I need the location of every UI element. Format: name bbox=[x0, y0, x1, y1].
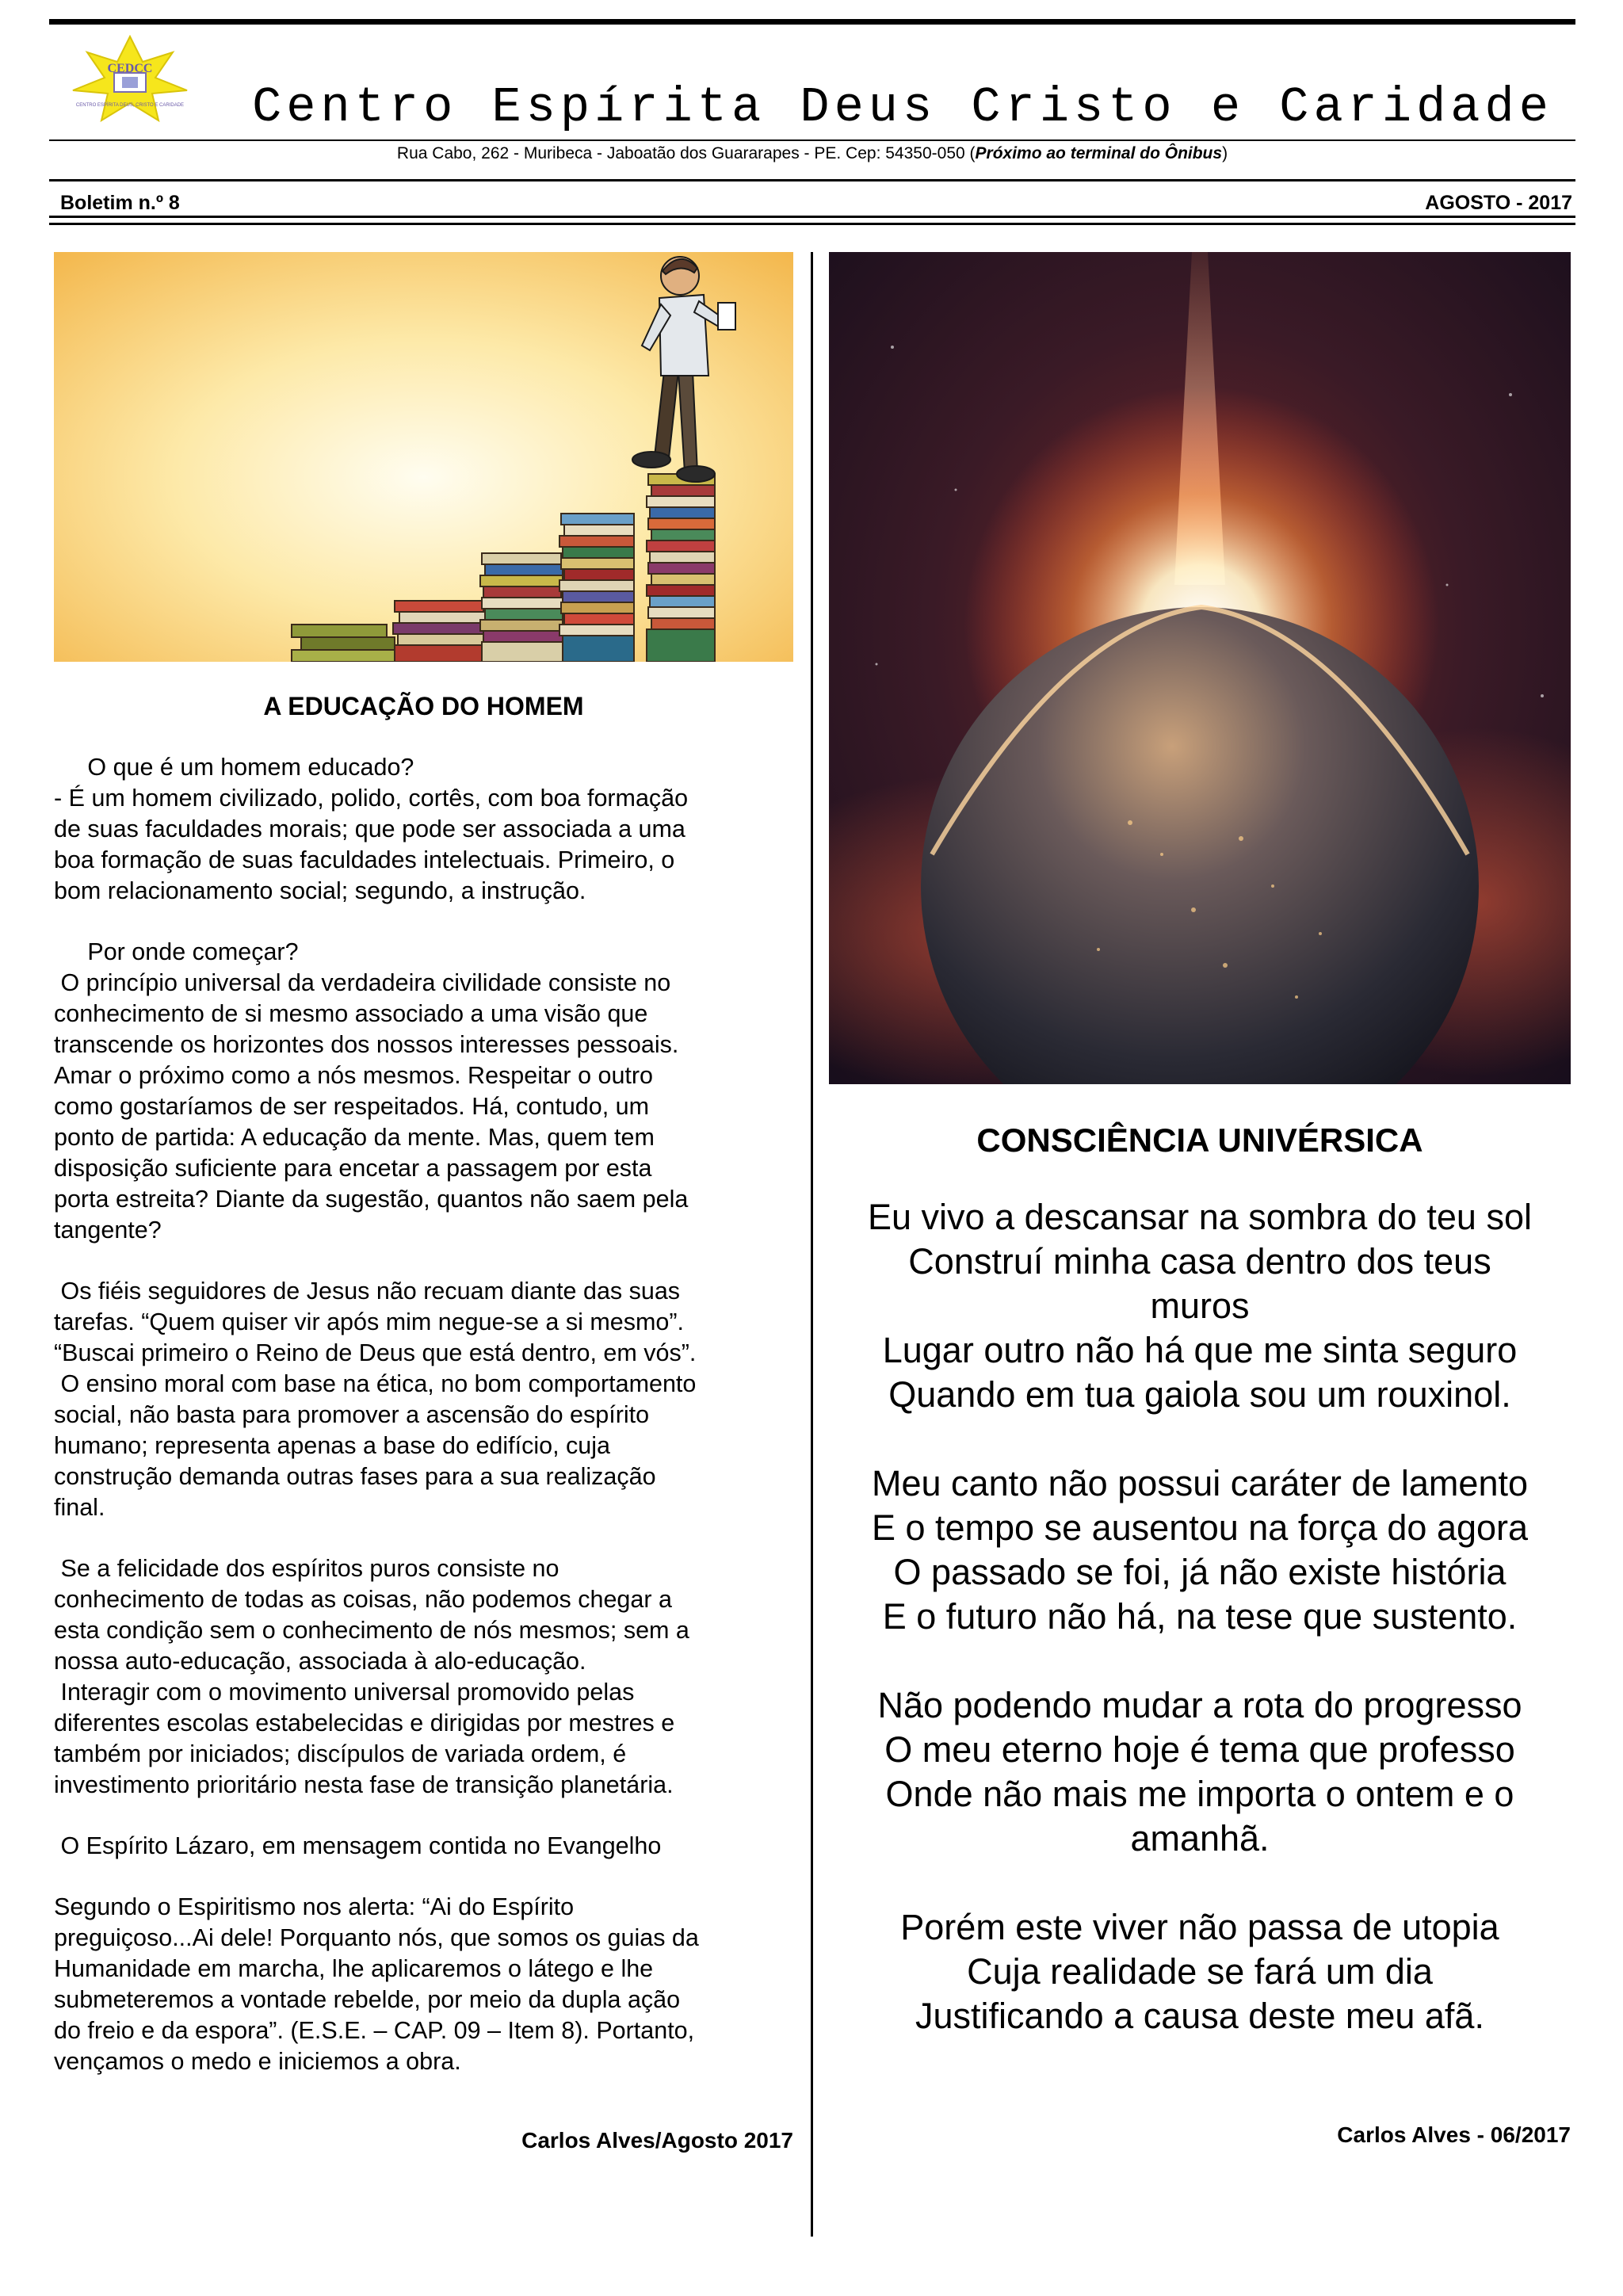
poem-line: E o tempo se ausentou na força do agora bbox=[871, 1507, 1529, 1548]
article-line: Humanidade em marcha, lhe aplicaremos o látego e lhe bbox=[54, 1955, 654, 1982]
issue-date: AGOSTO - 2017 bbox=[1425, 192, 1572, 214]
poem-line: Construí minha casa dentro dos teus bbox=[908, 1241, 1491, 1282]
poem-line: Quando em tua gaiola sou um rouxinol. bbox=[888, 1374, 1511, 1415]
stanza-gap bbox=[829, 1639, 1571, 1683]
article-line: vençamos o medo e iniciemos a obra. bbox=[54, 2048, 461, 2075]
article-title: A EDUCAÇÃO DO HOMEM bbox=[263, 692, 584, 720]
bulletin-number: Boletim n.º 8 bbox=[60, 192, 180, 214]
poem-line: O passado se foi, já não existe história bbox=[893, 1552, 1507, 1592]
organization-title: Centro Espírita Deus Cristo e Caridade bbox=[252, 79, 1553, 136]
article-line: Interagir com o movimento universal promovido pelas bbox=[54, 1679, 635, 1706]
poem-line: amanhã. bbox=[1130, 1818, 1270, 1859]
poem-line: Porém este viver não passa de utopia bbox=[900, 1907, 1499, 1947]
article-line: preguiçoso...Ai dele! Porquanto nós, que somos os guias da bbox=[54, 1924, 699, 1951]
article-line: construção demanda outras fases para a sua realização bbox=[54, 1463, 656, 1490]
address-line bbox=[49, 143, 1575, 165]
left-column bbox=[54, 252, 793, 2155]
article-line: ponto de partida: A educação da mente. Mas, quem tem bbox=[54, 1124, 655, 1151]
man-climbing-books-illustration bbox=[54, 252, 793, 662]
poem-line: O meu eterno hoje é tema que professo bbox=[884, 1729, 1515, 1770]
svg-text:CENTRO ESPÍRITA DEUS, CRISTO E: CENTRO ESPÍRITA DEUS, CRISTO E CARIDADE bbox=[75, 103, 185, 108]
address-close: ) bbox=[1222, 144, 1228, 162]
article-signature: Carlos Alves/Agosto 2017 bbox=[521, 2128, 793, 2153]
poem-line: Onde não mais me importa o ontem e o bbox=[885, 1774, 1514, 1814]
poem-body bbox=[829, 1195, 1571, 2038]
top-rule bbox=[49, 19, 1575, 25]
article-line: humano; representa apenas a base do edifício, cuja bbox=[54, 1432, 610, 1459]
article-line: tangente? bbox=[54, 1217, 162, 1244]
article-line: porta estreita? Diante da sugestão, quantos não saem pela bbox=[54, 1186, 689, 1213]
article-line: de suas faculdades morais; que pode ser associada a uma bbox=[54, 816, 685, 842]
issue-rule-bottom bbox=[49, 223, 1575, 225]
svg-text:CEDCC: CEDCC bbox=[107, 62, 153, 75]
poem-signature: Carlos Alves - 06/2017 bbox=[1337, 2122, 1571, 2147]
article-line: conhecimento de todas as coisas, não podemos chegar a bbox=[54, 1586, 672, 1613]
paragraph-gap bbox=[54, 1801, 793, 1831]
paragraph-gap bbox=[54, 907, 793, 937]
article-line: nossa auto-educação, associada à alo-educação. bbox=[54, 1648, 586, 1675]
article-line: como gostaríamos de ser respeitados. Há, contudo, um bbox=[54, 1093, 650, 1120]
article-line: O princípio universal da verdadeira civilidade consiste no bbox=[54, 969, 671, 996]
article-line: Por onde começar? bbox=[54, 938, 299, 965]
article-body bbox=[54, 752, 793, 2077]
article-line: Segundo o Espiritismo nos alerta: “Ai do Espírito bbox=[54, 1893, 575, 1920]
address-rule bbox=[49, 179, 1575, 181]
address-text: Rua Cabo, 262 - Muribeca - Jaboatão dos Guararapes - PE. Cep: 54350-050 ( bbox=[396, 144, 976, 162]
poem-title: CONSCIÊNCIA UNIVÉRSICA bbox=[976, 1121, 1423, 1159]
article-line: - É um homem civilizado, polido, cortês, com boa formação bbox=[54, 785, 689, 812]
poem-line: Eu vivo a descansar na sombra do teu sol bbox=[868, 1197, 1532, 1237]
article-line: conhecimento de si mesmo associado a uma visão que bbox=[54, 1000, 648, 1027]
paragraph-gap bbox=[54, 1862, 793, 1892]
article-line: O Espírito Lázaro, em mensagem contida no Evangelho bbox=[54, 1832, 662, 1859]
issue-rule-top bbox=[49, 216, 1575, 218]
poem-line: Meu canto não possui caráter de lamento bbox=[872, 1463, 1528, 1503]
poem-line: E o futuro não há, na tese que sustento. bbox=[882, 1596, 1518, 1637]
article-line: submeteremos a vontade rebelde, por meio da dupla ação bbox=[54, 1986, 681, 2013]
article-line: final. bbox=[54, 1494, 105, 1521]
address-note: Próximo ao terminal do Ônibus bbox=[975, 144, 1223, 162]
article-line: boa formação de suas faculdades intelectuais. Primeiro, o bbox=[54, 846, 675, 873]
paragraph-gap bbox=[54, 1246, 793, 1276]
article-line: investimento prioritário nesta fase de transição planetária. bbox=[54, 1771, 674, 1798]
article-line: Os fiéis seguidores de Jesus não recuam diante das suas bbox=[54, 1278, 681, 1305]
poem-line: muros bbox=[1150, 1286, 1250, 1326]
paragraph-gap bbox=[54, 1523, 793, 1553]
article-line: do freio e da espora”. (E.S.E. – CAP. 09 – Item 8). Portanto, bbox=[54, 2017, 695, 2044]
article-line: transcende os horizontes dos nossos interesses pessoais. bbox=[54, 1031, 679, 1058]
stanza-gap bbox=[829, 1417, 1571, 1461]
poem-line: Cuja realidade se fará um dia bbox=[967, 1951, 1433, 1992]
poem-line: Justificando a causa deste meu afã. bbox=[915, 1996, 1484, 2036]
masthead bbox=[49, 0, 1575, 214]
article-line: tarefas. “Quem quiser vir após mim negue-se a si mesmo”. bbox=[54, 1308, 684, 1335]
article-line: disposição suficiente para encetar a passagem por esta bbox=[54, 1155, 652, 1182]
cedcc-logo bbox=[67, 35, 193, 124]
poem-line: Lugar outro não há que me sinta seguro bbox=[882, 1330, 1518, 1370]
column-divider bbox=[811, 252, 813, 2237]
article-line: O ensino moral com base na ética, no bom comportamento bbox=[54, 1370, 697, 1397]
article-line: bom relacionamento social; segundo, a instrução. bbox=[54, 877, 586, 904]
article-line: Se a felicidade dos espíritos puros consiste no bbox=[54, 1555, 559, 1582]
article-line: diferentes escolas estabelecidas e dirigidas por mestres e bbox=[54, 1710, 675, 1736]
stanza-gap bbox=[829, 1861, 1571, 1905]
article-line: também por iniciados; discípulos de variada ordem, é bbox=[54, 1740, 627, 1767]
article-line: esta condição sem o conhecimento de nós mesmos; sem a bbox=[54, 1617, 689, 1644]
right-column bbox=[829, 252, 1571, 2149]
article-line: O que é um homem educado? bbox=[54, 754, 414, 781]
earth-sunrise-space-image bbox=[829, 252, 1571, 1084]
article-line: Amar o próximo como a nós mesmos. Respeitar o outro bbox=[54, 1062, 654, 1089]
article-line: social, não basta para promover a ascensão do espírito bbox=[54, 1401, 650, 1428]
poem-line: Não podendo mudar a rota do progresso bbox=[877, 1685, 1522, 1725]
article-line: “Buscai primeiro o Reino de Deus que está dentro, em vós”. bbox=[54, 1339, 697, 1366]
title-underline bbox=[49, 139, 1575, 141]
